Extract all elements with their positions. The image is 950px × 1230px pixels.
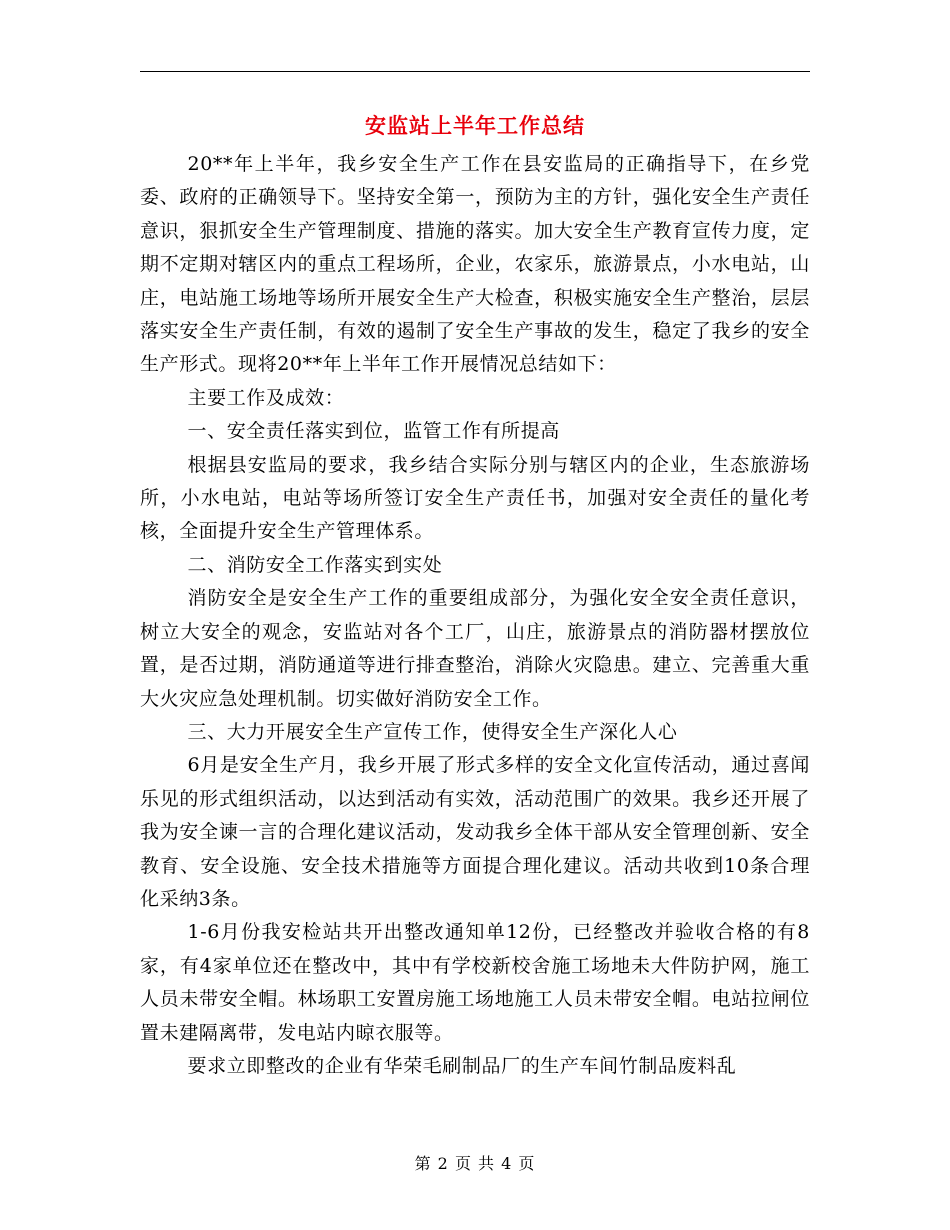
page-number-footer: 第 2 页 共 4 页	[414, 1154, 536, 1173]
section-heading-2: 二、消防安全工作落实到实处	[187, 553, 443, 576]
document-body	[140, 148, 810, 1083]
paragraph-continued: 要求立即整改的企业有华荣毛刷制品厂的生产车间竹制品废料乱	[187, 1054, 737, 1077]
paragraph-main-work: 主要工作及成效：	[187, 386, 345, 409]
paragraph-section-2: 消防安全是安全生产工作的重要组成部分，为强化安全安全责任意识，树立大安全的观念，安监站对各个工厂，山庄，旅游景点的消防器材摆放位置，是否过期，消防通道等进行排查整治，消除火灾隐患。建立、完善重大重大火灾应急处理机制。切实做好消防安全工作。	[140, 587, 810, 710]
document-title: 安监站上半年工作总结	[365, 113, 585, 138]
paragraph-intro: 20**年上半年，我乡安全生产工作在县安监局的正确指导下，在乡党委、政府的正确领导下。坚持安全第一，预防为主的方针，强化安全生产责任意识，狠抓安全生产管理制度、措施的落实。加大安全生产教育宣传力度，定期不定期对辖区内的重点工程场所，企业，农家乐，旅游景点，小水电站，山庄，电站施工场地等场所开展安全生产大检查，积极实施安全生产整治，层层落实安全生产责任制，有效的遏制了安全生产事故的发生，稳定了我乡的安全生产形式。现将20**年上半年工作开展情况总结如下：	[140, 153, 810, 376]
paragraph-section-3: 6月是安全生产月，我乡开展了形式多样的安全文化宣传活动，通过喜闻乐见的形式组织活动，以达到活动有实效，活动范围广的效果。我乡还开展了我为安全谏一言的合理化建议活动，发动我乡全体干部从安全管理创新、安全教育、安全设施、安全技术措施等方面提合理化建议。活动共收到10条合理化采纳3条。	[140, 754, 810, 910]
section-heading-1: 一、安全责任落实到位，监管工作有所提高	[187, 420, 560, 443]
header-rule	[140, 71, 810, 72]
section-heading-3: 三、大力开展安全生产宣传工作，使得安全生产深化人心	[187, 720, 678, 743]
paragraph-rectification: 1-6月份我安检站共开出整改通知单12份，已经整改并验收合格的有8家，有4家单位还在整改中，其中有学校新校舍施工场地未大件防护网，施工人员未带安全帽。林场职工安置房施工场地施工人员未带安全帽。电站拉闸位置未建隔离带，发电站内晾衣服等。	[140, 921, 810, 1044]
paragraph-section-1: 根据县安监局的要求，我乡结合实际分别与辖区内的企业，生态旅游场所，小水电站，电站等场所签订安全生产责任书，加强对安全责任的量化考核，全面提升安全生产管理体系。	[140, 453, 810, 543]
